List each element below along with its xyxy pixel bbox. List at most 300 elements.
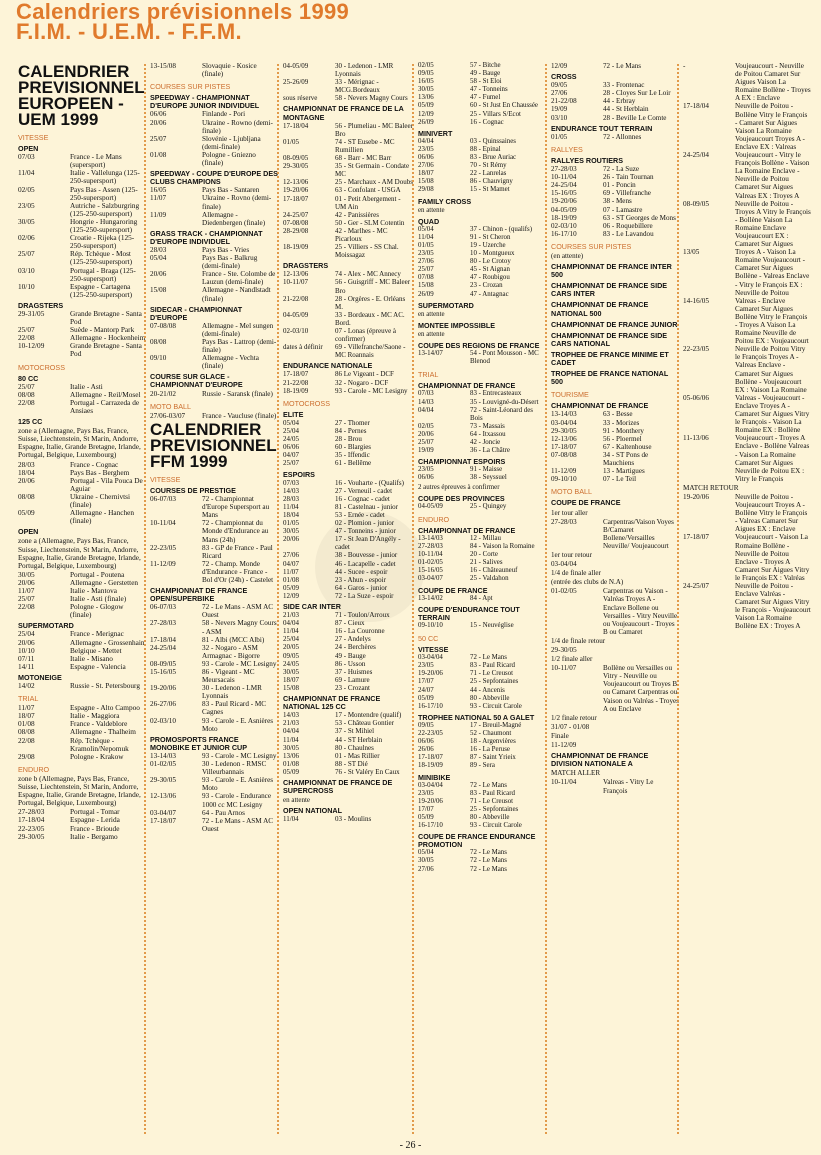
event-venue: Neuville de Poitou Vitry le François Troyes A - Valreas Enclave - Camaret Sur Aigues Bollène - Voujeaucourt EX : Vaison La Romaine [735,345,807,394]
event-date: 30/05 [283,667,299,676]
event-venue: Allemagne - Thalheim [70,727,136,737]
event-date: 24-25/04 [150,643,176,652]
event-date: 25/07 [18,594,35,604]
event-row [418,138,546,146]
event-date: 07/03 [18,152,35,162]
event-venue: Portugal - Poutena [70,569,125,579]
event-venue: Ukraine - Rowno (demi-finale) [202,118,273,135]
event-venue: Pays Bas - Vries [202,245,250,254]
event-venue: 20 - Corte [470,551,498,559]
event-venue: 53 - Ernée - cadet [335,510,385,519]
event-row [418,782,546,790]
event-date: 19-20/06 [683,492,709,501]
event-date: 14/03 [283,711,299,720]
event-row [551,81,679,89]
event-venue: Slovénie - Ljubljana (demi-finale) [202,134,261,151]
event-venue: 49 - Bauge [335,651,366,660]
event-date: 15/08 [283,683,299,692]
event-date: 25/07 [418,439,434,447]
event-venue: Espagne - Alto Campoo [70,703,140,713]
event-venue: 03 - Moulins [335,815,372,824]
event-row [551,451,679,467]
event-date: 18-19/09 [418,762,443,770]
event-venue: Allemagne - Gerstetten [70,577,139,587]
event-venue: 81 - Albi (MCC Albi) [202,635,265,644]
event-venue: 32 - Nogaro - DCF [335,378,389,387]
event-venue: 83 - Entrecasteaux [470,390,522,398]
event-date: 18-19/09 [551,213,577,222]
event-date: 05-06/06 [683,393,709,402]
event-date: 06/06 [150,110,167,119]
event-date: 20/06 [150,118,167,127]
event-row [418,595,546,603]
event-date: 27/06 [283,551,299,560]
event-venue: 36 - La Châtre [470,447,510,455]
event-row [418,439,546,447]
event-venue: 47 - Tonneins - junior [335,527,396,536]
event-date: 05/09 [418,102,434,110]
event-venue: Croatie - Rijeka (125-250-supersport) [70,233,135,251]
event-venue: 60 - Blargies [335,443,372,452]
event-venue: 18 - Argenvières [470,738,516,746]
event-venue: 27 - Andelys [335,635,371,644]
event-date: 25/07 [18,325,35,335]
event-date: 22-23/05 [418,730,443,738]
event-row [418,447,546,455]
event-date: 11-13/06 [683,434,709,443]
event-row [150,619,278,635]
page-title [16,2,349,42]
event-row [418,291,546,299]
event-date: 19-20/06 [418,797,443,805]
column-divider [545,64,547,1134]
event-row [551,114,679,122]
event-venue: 74 - Alex - MC Annecy [335,270,401,279]
section-heading: VITESSE [150,474,181,484]
category-heading: SIDECAR - CHAMPIONNAT D'EUROPE [150,304,243,322]
event-venue: 37 - Huismes [335,667,373,676]
event-venue: 15 - St Mamet [470,186,510,194]
note-text: 1er tour aller [551,508,588,517]
event-row [418,274,546,282]
event-row [283,186,413,194]
event-row [283,535,413,551]
event-row [551,410,679,418]
event-row [283,503,413,511]
event-row [418,687,546,695]
event-row [283,635,413,643]
event-row [150,254,278,270]
event-venue: 16 - La Couronne [335,627,385,636]
event-venue: 30 - Ledenon - LMR Lyonnais [335,62,394,79]
event-date: 03/10 [18,265,35,275]
event-row [418,399,546,407]
event-venue: France - Cognac [70,459,119,469]
event-date: 01-02/05 [418,559,443,567]
event-row [551,206,679,214]
event-date: 17-18/07 [683,533,709,542]
event-row [283,211,413,219]
event-date: 09-10/10 [551,475,577,484]
event-venue: 93 - Carole - MC Lesigny [335,386,408,395]
event-date: 21/03 [283,719,299,728]
event-row [150,211,278,227]
event-date: 27/06-03/07 [150,411,186,420]
event-venue: 93 - Carole - Endurance 1000 cc MC Lesigny [202,792,272,809]
event-venue: 58 - Nevers Magny Cours [335,94,408,103]
event-venue: France - Ste. Colombe de Lauzun (demi-finale) [202,270,276,287]
event-venue: 37 - St Mihiel [335,727,375,736]
event-venue: Allemagne - Reil/Mosel [70,389,141,399]
event-date: dates à définir [283,343,323,352]
event-date: 16/05 [150,186,167,195]
event-row [418,407,546,423]
event-date: 27-28/03 [18,807,45,817]
event-date: 07/03 [283,478,299,487]
category-heading: ELITE [283,409,304,419]
event-row [283,459,413,467]
column-5 [551,62,679,795]
event-date: 19-20/06 [150,684,176,693]
event-row [18,310,146,326]
event-row [418,78,546,86]
event-date: 23/05 [418,250,434,258]
event-row [283,760,413,768]
note-text: Finale [551,731,569,740]
event-date: 24-25/07 [283,210,309,219]
event-row [418,695,546,703]
event-date: 24-25/04 [551,181,577,190]
event-venue: Grande Bretagne - Santa Pod [70,308,142,327]
event-date: 03-04/07 [418,575,443,583]
event-venue: Grande Bretagne - Santa Pod [70,341,142,359]
event-date: 25-26/09 [283,78,309,87]
event-date: 17-18/07 [283,194,309,203]
note-text: 1/4 de finale aller [551,569,601,578]
event-venue: 68 - Barr - MC Barr [335,154,392,163]
event-row [283,815,413,823]
event-date: 22/08 [18,735,35,745]
event-row [18,833,146,841]
event-venue: 83 - Paul Ricard - MC Cagnes [202,700,267,717]
event-row [18,202,146,218]
event-date: 29-30/05 [283,162,309,171]
event-date: 13/06 [283,751,299,760]
category-heading: COUPE DE FRANCE ENDURANCE PROMOTION [418,832,536,850]
event-venue: Espagne - Lerida [70,815,120,825]
event-venue: Pays Bas - Assen (125-250-supersport) [70,184,138,202]
event-row [683,533,811,582]
event-date: 05/09 [418,813,434,821]
event-date: 13-14/03 [418,534,443,542]
event-venue: 83 - Le Lavandou [603,229,654,238]
event-row [683,151,811,200]
category-heading: MINIVERT [418,128,453,138]
event-date: 20/06 [150,270,167,279]
event-date: 18/07 [18,711,35,721]
category-heading: VITESSE [418,645,449,655]
event-date: 04-05/09 [283,62,309,70]
event-row [150,560,278,584]
event-date: 06/06 [418,738,434,746]
note-text: (entrée des clubs de N.A) [551,578,624,587]
event-date: 16/05 [418,78,434,86]
event-row [150,636,278,644]
event-venue: 93 - Carole - MC Lesigny [202,659,277,668]
event-date: 27/06 [418,162,434,170]
event-date: 11/07 [283,567,299,576]
event-row [18,169,146,185]
event-venue: 83 - Brue Auriac [470,154,517,162]
event-venue: Allemagne - Grossenhain [70,637,145,647]
event-row [418,154,546,162]
event-row [150,817,278,833]
event-venue: 83 - Paul Ricard [470,789,515,797]
event-venue: 88 - ST Dié [335,759,368,768]
event-row [18,186,146,202]
event-date: 24/05 [283,435,299,444]
event-date: 08/08 [18,491,35,501]
category-heading: CHAMPIONNAT ESPOIRS [418,457,506,467]
event-row [418,722,546,730]
category-heading: DRAGSTERS [283,261,329,271]
event-date: 27/06 [418,258,434,266]
category-heading: CHAMPIONNAT DE FRANCE SIDE CARS INTER [551,281,668,299]
event-date: 30/05 [283,743,299,752]
event-date: 12/09 [418,110,434,118]
event-venue: 87 - Cieux [335,619,365,628]
event-row [283,592,413,600]
event-row [283,379,413,387]
column-divider [677,64,679,1134]
event-venue: 84 - Vaison la Romaine [470,543,535,551]
event-row [418,551,546,559]
event-date: 10-11/04 [551,173,577,182]
event-row [418,822,546,830]
event-date: 01-02/05 [150,760,176,769]
event-date: 14/03 [418,398,434,406]
event-row [418,543,546,551]
event-row [418,678,546,686]
event-venue: 67 - Kaltenhouse [603,442,652,451]
event-date: - [683,62,686,70]
event-date: 08/08 [18,389,35,399]
event-row [150,186,278,194]
event-venue: 27 - Verneuil - cadet [335,486,393,495]
event-row [418,662,546,670]
event-venue: 16 - Châteauneuf [470,567,518,575]
category-heading: OPEN [18,527,39,537]
event-row [683,345,811,394]
event-date: 25/07 [150,134,167,143]
event-venue: Ukraine - Rovno (demi-finale) [202,194,272,211]
event-row [418,94,546,102]
event-date: 26-27/06 [150,700,176,709]
category-heading: 125 CC [18,417,43,427]
event-date: 17-18/07 [283,370,309,379]
category-heading: COUPE DE FRANCE [551,498,621,508]
event-date: 07-08/08 [283,218,309,227]
event-row [150,354,278,370]
event-date: 23/05 [418,145,434,153]
event-row [418,350,546,366]
event-venue: 13 - Martigues [603,467,645,476]
section-heading: RALLYES [551,144,583,154]
event-date: 04/07 [283,451,299,460]
event-date: 27/06 [418,865,434,873]
event-date: 09/05 [418,721,434,729]
event-row [283,219,413,227]
event-venue: 47 - Roubigou [470,274,510,282]
event-date: 06-07/03 [150,603,176,612]
event-venue: 60 - St Just En Chaussée [470,102,538,110]
event-date: 23/05 [418,789,434,797]
event-date: 05/04 [418,849,434,857]
event-row [150,151,278,167]
event-venue: Ukraine - Chernivtsi (finale) [70,491,130,510]
event-venue: 17 - St Jean D'Angély - cadet [335,535,401,552]
event-venue: Italie - Asti [70,381,103,391]
note-text: en attente [283,796,311,805]
event-date: 17-18/04 [683,102,709,111]
category-heading: PROMOSPORTS FRANCE MONOBIKE ET JUNIOR CUP [150,734,248,752]
event-row [18,477,146,493]
event-venue: 72 - Le Mans [470,654,507,662]
event-date: 20/06 [18,475,35,485]
event-venue: Valreas - Voujeaucourt - Enclave Troyes A - Camaret Sur Aigues Vitry le François - Vaison La Romaine EX : Bollène [735,393,810,435]
event-row [283,660,413,668]
event-date: 20/06 [18,577,35,587]
category-heading: COUPE DES REGIONS DE FRANCE [418,341,540,350]
event-date: 09/05 [418,70,434,78]
event-row [18,342,146,358]
event-row [18,753,146,761]
event-venue: 38 - Seyssuel [470,474,507,482]
event-venue: Bollène ou Versailles ou Vitry - Neuville ou Voujeaucourt ou Troyes B ou Camaret Carpentras ou Vaison ou Valréas - Troyes A ou Enclave [603,664,679,713]
event-row [418,102,546,110]
event-row [551,133,679,141]
column-3 [283,62,413,823]
event-date: 29/08 [418,186,434,194]
event-venue: Italie - Misano [70,653,113,663]
event-row [283,162,413,178]
event-date: 18-19/09 [283,243,309,252]
event-venue: 17 - Montendre (qualif) [335,711,402,720]
event-date: 17-18/04 [150,635,176,644]
category-heading: COUPE DE FRANCE [418,585,488,595]
event-venue: Allemagne - Hockenheim [70,333,146,343]
event-row [418,186,546,194]
section-heading: VITESSE [18,133,49,142]
note-text: 1/2 finale aller [551,655,593,664]
event-row [283,178,413,186]
event-date: 17-18/04 [18,815,45,825]
category-heading: SPEEDWAY - COUPE D'EUROPE DES CLUBS CHAMPIONS [150,169,278,187]
event-row [150,62,278,78]
event-row [551,587,679,636]
event-row [150,717,278,733]
event-venue: 70 - St Rémy [470,162,507,170]
event-row [283,727,413,735]
event-row [283,327,413,343]
event-row [150,660,278,668]
category-heading: CHAMPIONNAT DE FRANCE DE LA MONTAGNE [283,104,404,122]
event-venue: 88 - Epinal [470,145,501,153]
event-row [418,535,546,543]
event-date: 07-08/08 [551,450,577,459]
event-row [150,110,278,118]
event-venue: Belgique - Mettet [70,645,122,655]
event-row [418,575,546,583]
category-heading: OPEN [18,144,39,154]
event-row [683,493,811,533]
event-venue: 63 - ST Georges de Mons [603,213,676,222]
event-date: 12/09 [551,62,568,70]
event-venue: 71 - Toulon/Arroux [335,611,390,620]
category-heading: GRASS TRACK - CHAMPIONNAT D'EUROPE INDIVIDUEL [150,228,263,246]
event-row [283,479,413,487]
note-text: 11-12/09 [551,741,577,750]
event-date: 17-18/07 [150,816,176,825]
event-date: 01/05 [551,132,568,141]
event-venue: 33 - Morizes [603,418,640,427]
event-row [551,97,679,105]
event-venue: 72 - Le Mans [470,865,507,873]
event-row [551,89,679,97]
event-date: 12-13/06 [283,178,309,187]
event-row [283,138,413,154]
event-venue: Espagne - Cartagena (125-250-supersport) [70,281,133,299]
event-date: 27-28/03 [551,517,577,526]
event-venue: 64 - Pau Arnos [202,808,245,817]
event-row [418,730,546,738]
event-venue: 72 - Championnat d'Europe Supersport au Mans [202,495,270,520]
event-venue: 91 - St Cheron [470,233,511,241]
event-row [150,603,278,619]
event-date: 18-19/09 [283,386,309,395]
event-venue: 37 - Chinon - (qualifs) [470,225,533,233]
event-row [150,246,278,254]
event-date: 11/07 [18,703,35,713]
category-heading: CHAMPIONNAT DE FRANCE INTER 500 [551,262,672,280]
event-row [418,119,546,127]
event-row [283,711,413,719]
event-date: 01/05 [283,519,299,528]
section-heading: TRIAL [18,694,39,704]
event-venue: 16 - Vouharte - (Qualifs) [335,478,404,487]
event-date: 04/04 [283,727,299,736]
event-row [418,567,546,575]
event-row [18,267,146,283]
event-venue: Italie - Vallelunga (125-250-supersport) [70,168,140,186]
event-venue: Allemagne - Diedenbergen (finale) [202,210,266,227]
event-date: 05/04 [150,254,167,263]
column-divider [277,64,279,1134]
event-date: 08-09/05 [283,154,309,163]
event-date: 15/08 [418,282,434,290]
event-venue: 72 - Le Mans [470,857,507,865]
event-row [683,394,811,434]
event-venue: 01 - Poncin [603,181,636,190]
section-heading: MOTO BALL [150,401,192,411]
event-venue: 76 - St Valéry En Caux [335,767,400,776]
event-date: 09/10 [150,354,167,363]
event-venue: 25 - Quingey [470,502,507,510]
event-venue: 80 - Chaulnes [335,743,374,752]
event-date: 15-16/05 [150,668,176,676]
event-date: 27-28/03 [551,165,577,174]
event-row [283,495,413,503]
